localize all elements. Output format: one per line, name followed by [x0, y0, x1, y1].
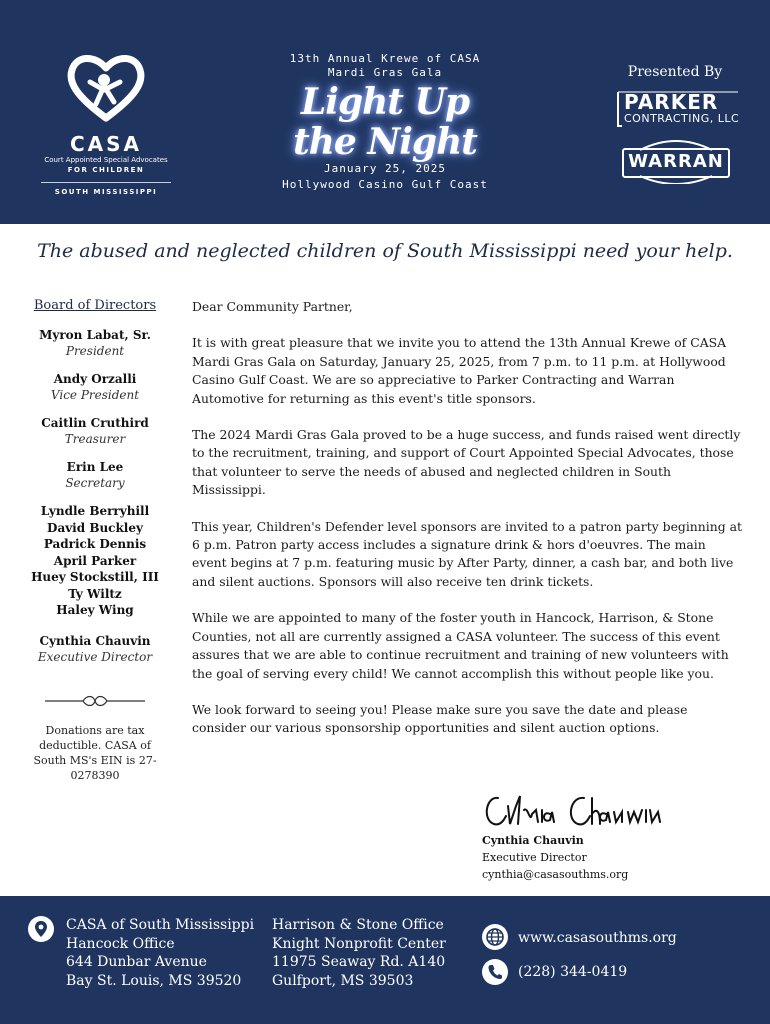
logo-divider — [41, 182, 171, 183]
address-line: Harrison & Stone Office — [272, 917, 444, 933]
event-line-1: 13th Annual Krewe of CASA — [289, 52, 481, 65]
address-line: CASA of South Mississippi — [66, 917, 255, 933]
officer-name: Andy Orzalli — [53, 372, 137, 386]
board-member: Ty Wiltz — [68, 586, 122, 601]
officer-entry — [26, 459, 164, 491]
officer-role: Secretary — [65, 476, 125, 490]
footer — [0, 896, 770, 1024]
officer-role: Vice President — [50, 388, 140, 402]
address-line: Knight Nonprofit Center — [272, 935, 446, 952]
globe-icon — [482, 924, 508, 950]
director-role: Executive Director — [37, 649, 153, 664]
signer-title: Executive Director — [482, 851, 587, 864]
address-line: 11975 Seaway Rd. A140 — [272, 954, 446, 970]
board-member: April Parker — [53, 553, 137, 568]
letter-paragraph: While we are appointed to many of the foster youth in Hancock, Harrison, & Stone Counties, not all are currently assigned a CASA volunteer. The success of this event assures that we are able to continue recruitment and training of new volunteers with the goal of serving every child! We cannot accomplish this without people like you. — [192, 610, 729, 681]
board-members-list — [26, 503, 164, 619]
event-title-block — [280, 52, 490, 202]
warran-name: WARRAN — [628, 151, 724, 172]
event-script-line-2: the Night — [293, 121, 477, 163]
handwritten-signature — [480, 784, 680, 832]
officer-name: Caitlin Cruthird — [41, 416, 149, 430]
officer-name: Myron Labat, Sr. — [39, 328, 151, 342]
event-date: January 25, 2025 — [324, 162, 446, 175]
website-link[interactable]: www.casasouthms.org — [518, 930, 677, 946]
event-venue: Hollywood Casino Gulf Coast — [282, 178, 488, 191]
event-line-2: Mardi Gras Gala — [327, 66, 443, 79]
officer-role: Treasurer — [64, 432, 126, 446]
parker-name: PARKER — [624, 90, 719, 114]
parker-subtitle: CONTRACTING, LLC — [624, 112, 740, 125]
presented-by-label: Presented By — [627, 64, 723, 80]
address-line: Hancock Office — [66, 935, 175, 952]
tagline: The abused and neglected children of South Mississippi need your help. — [37, 240, 733, 262]
letter-greeting: Dear Community Partner, — [192, 299, 353, 314]
address-line: Bay St. Louis, MS 39520 — [66, 972, 242, 989]
board-member: Lyndle Berryhill — [40, 504, 150, 518]
warran-automotive-logo — [622, 138, 730, 184]
harrison-stone-office-address — [272, 916, 446, 990]
director-name: Cynthia Chauvin — [39, 633, 151, 648]
phone-icon — [482, 959, 508, 985]
casa-logo — [36, 52, 176, 202]
board-sidebar — [26, 298, 164, 783]
board-member: Padrick Dennis — [43, 537, 147, 551]
address-line: 644 Dunbar Avenue — [66, 954, 207, 970]
flourish-divider-icon — [43, 695, 147, 707]
location-pin-icon — [28, 916, 54, 942]
letter-body — [192, 298, 742, 756]
letter-paragraph: It is with great pleasure that we invite you to attend the 13th Annual Krewe of CASA Mardi Gras Gala on Saturday, January 25, 2025, from 7 p.m. to 11 p.m. at Hollywood Casino Gulf Coast. We are so appreciative to Parker Contracting and Warran Automotive for returning as this event's title sponsors. — [192, 335, 727, 406]
director-entry — [26, 633, 164, 665]
logo-subtitle-2: FOR CHILDREN — [67, 166, 145, 174]
board-member: David Buckley — [47, 520, 143, 535]
logo-region: SOUTH MISSISSIPPI — [54, 188, 158, 196]
header-banner — [0, 0, 770, 224]
officer-role: President — [65, 344, 125, 358]
tax-deductible-note: Donations are tax deductible. CASA of South MS's EIN is 27-0278390 — [33, 723, 157, 782]
officer-entry — [26, 371, 164, 403]
logo-name: CASA — [69, 132, 143, 156]
hancock-office-address — [66, 916, 254, 990]
signer-name: Cynthia Chauvin — [482, 834, 584, 847]
board-member: Haley Wing — [56, 603, 134, 617]
board-title: Board of Directors — [33, 298, 157, 313]
officer-entry — [26, 327, 164, 359]
heart-child-icon — [66, 52, 146, 122]
phone-number[interactable]: (228) 344-0419 — [518, 964, 628, 980]
address-line: Gulfport, MS 39503 — [272, 972, 414, 989]
letter-paragraph: The 2024 Mardi Gras Gala proved to be a huge success, and funds raised went directly to the recruitment, training, and support of Court Appointed Special Advocates, those that volunteer to serve the needs of abused and neglected children in South Mississippi. — [192, 427, 741, 498]
event-script-line-1: Light Up — [300, 81, 470, 123]
logo-subtitle: Court Appointed Special Advocates — [44, 156, 168, 164]
parker-contracting-logo — [614, 88, 742, 128]
officer-name: Erin Lee — [66, 460, 124, 474]
letter-paragraph: We look forward to seeing you! Please make sure you save the date and please consider our various sponsorship opportunities and silent auction options. — [192, 701, 688, 736]
letter-paragraph: This year, Children's Defender level sponsors are invited to a patron party beginning at 6 p.m. Patron party access includes a signature drink & hors d'oeuvres. The main event begins at 7 p.m. featuring music by After Party, dinner, a cash bar, and both live and silent auctions. Sponsors will also receive ten drink tickets. — [192, 518, 742, 589]
board-member: Huey Stockstill, III — [31, 570, 159, 584]
officer-entry — [26, 415, 164, 447]
signer-email[interactable]: cynthia@casasouthms.org — [482, 868, 629, 881]
